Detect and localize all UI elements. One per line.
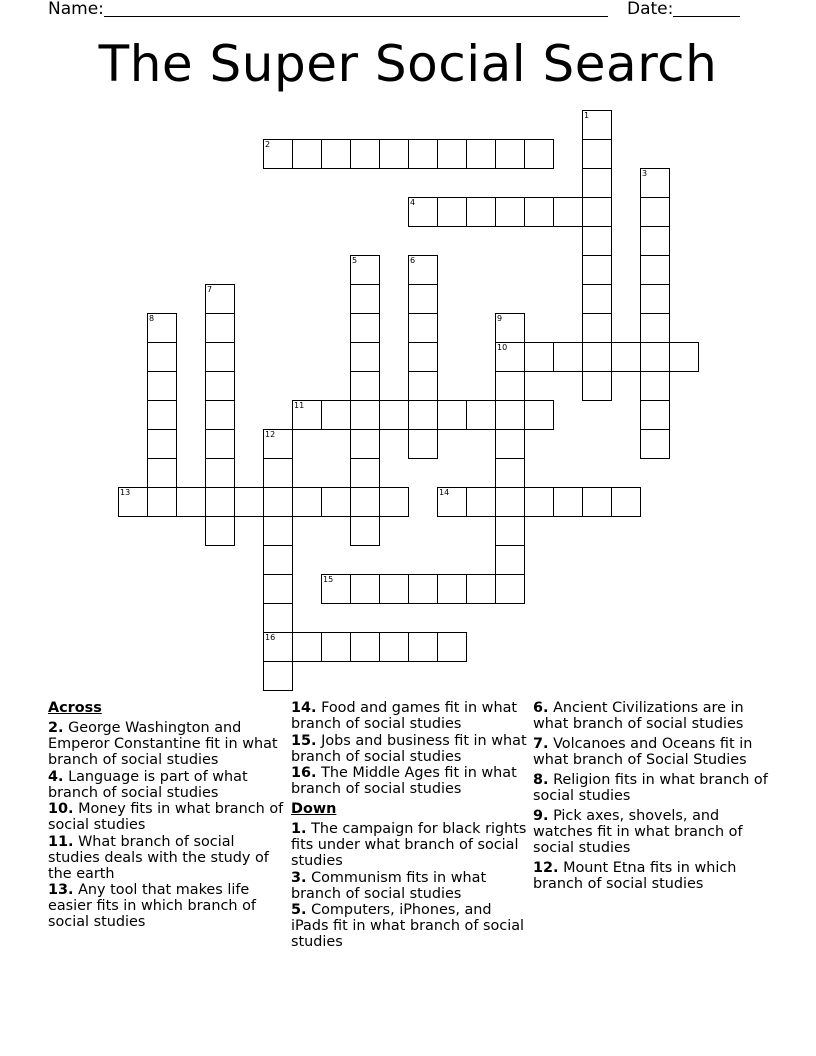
crossword-cell[interactable] [408,284,438,314]
clue-text: Religion fits in what branch of social studies [533,772,768,804]
clue-number-9: 9 [497,314,503,323]
crossword-cell[interactable] [321,139,351,169]
clue-across-4 [48,769,288,801]
crossword-cell[interactable] [495,574,525,604]
crossword-cell[interactable] [321,632,351,662]
clue-number: 4. [48,768,64,785]
clue-number: 7. [533,736,549,752]
clue-text: Money fits in what branch of social studies [48,801,284,833]
crossword-cell[interactable] [292,632,322,662]
clue-across-14 [291,700,531,732]
crossword-cell[interactable] [350,284,380,314]
crossword-cell[interactable] [292,487,322,517]
clue-text: The Middle Ages fit in what branch of social studies [291,765,517,797]
clue-number-11: 11 [294,401,305,410]
crossword-cell[interactable] [350,516,380,546]
page-title: The Super Social Search [98,35,718,93]
clue-down-1 [291,821,531,869]
crossword-cell[interactable] [147,487,177,517]
crossword-cell[interactable] [350,632,380,662]
crossword-cell[interactable] [611,487,641,517]
crossword-cell[interactable] [495,139,525,169]
clue-across-16 [291,765,531,797]
crossword-cell[interactable] [321,400,351,430]
clue-number-14: 14 [439,488,450,497]
crossword-cell[interactable] [408,400,438,430]
crossword-cell[interactable] [640,371,670,401]
clue-number: 11. [48,833,74,850]
crossword-cell[interactable] [205,313,235,343]
clue-number-12: 12 [265,430,276,439]
clue-text: What branch of social studies deals with the study of the earth [48,833,269,882]
crossword-cell[interactable] [379,400,409,430]
clue-down-9 [533,808,773,856]
crossword-cell[interactable] [234,487,264,517]
clue-number: 13. [48,882,74,898]
crossword-cell[interactable] [350,487,380,517]
crossword-cell[interactable] [205,458,235,488]
crossword-cell[interactable] [263,603,293,633]
crossword-cell[interactable] [553,487,583,517]
clue-across-11 [48,834,288,882]
clue-text: Pick axes, shovels, and watches fit in what branch of social studies [533,808,743,856]
crossword-cell[interactable] [495,458,525,488]
clue-text: Mount Etna fits in which branch of social studies [533,860,737,892]
crossword-cell[interactable] [321,487,351,517]
clues-column-2 [291,700,531,951]
crossword-cell[interactable] [379,632,409,662]
crossword-cell[interactable] [263,458,293,488]
crossword-cell[interactable] [437,574,467,604]
crossword-cell[interactable] [205,516,235,546]
crossword-cell[interactable] [205,400,235,430]
crossword-cell[interactable] [408,632,438,662]
crossword-cell[interactable] [582,197,612,227]
crossword-cell[interactable] [582,139,612,169]
clue-across-13 [48,882,288,930]
clue-text: Language is part of what branch of social studies [48,768,248,801]
crossword-cell[interactable] [524,342,554,372]
crossword-cell[interactable] [379,574,409,604]
crossword-cell[interactable] [466,400,496,430]
clue-across-2 [48,720,288,768]
down-heading: Down [291,801,337,817]
clue-number-7: 7 [207,285,213,294]
crossword-cell[interactable] [495,429,525,459]
crossword-cell[interactable] [611,342,641,372]
crossword-cell[interactable] [669,342,699,372]
clue-text: Jobs and business fit in what branch of social studies [291,732,527,765]
crossword-cell[interactable] [408,429,438,459]
clue-number: 16. [291,765,317,781]
crossword-cell[interactable] [147,371,177,401]
clues-column-3 [533,700,773,896]
clues-section [0,700,816,1040]
crossword-cell[interactable] [553,342,583,372]
clue-number-4: 4 [410,198,416,207]
clue-number-5: 5 [352,256,358,265]
crossword-cell[interactable] [408,574,438,604]
crossword-cell[interactable] [263,545,293,575]
clue-number: 1. [291,821,307,837]
clues-column-1 [48,700,288,931]
clue-number: 14. [291,700,317,716]
crossword-cell[interactable] [147,429,177,459]
clue-text: George Washington and Emperor Constantine fit in what branch of social studies [48,720,278,768]
crossword-cell[interactable] [437,632,467,662]
crossword-cell[interactable] [495,400,525,430]
crossword-cell[interactable] [437,197,467,227]
clue-across-10 [48,801,288,833]
crossword-cell[interactable] [466,574,496,604]
crossword-cell[interactable] [582,487,612,517]
clue-text: Computers, iPhones, and iPads fit in what branch of social studies [291,902,525,950]
clue-number-10: 10 [497,343,508,352]
crossword-cell[interactable] [350,574,380,604]
crossword-cell[interactable] [350,429,380,459]
crossword-cell[interactable] [437,139,467,169]
crossword-cell[interactable] [263,661,293,691]
crossword-cell[interactable] [408,139,438,169]
crossword-cell[interactable] [640,342,670,372]
clue-across-15 [291,733,531,765]
clue-down-7 [533,736,773,768]
crossword-cell[interactable] [582,284,612,314]
crossword-cell[interactable] [495,197,525,227]
clue-number: 10. [48,801,74,817]
clue-number-8: 8 [149,314,155,323]
clue-number-6: 6 [410,256,416,265]
crossword-cell[interactable] [147,342,177,372]
crossword-cell[interactable] [350,458,380,488]
crossword-cell[interactable] [350,139,380,169]
crossword-cell[interactable] [524,400,554,430]
clue-text: The campaign for black rights fits under what branch of social studies [291,821,527,869]
crossword-cell[interactable] [524,197,554,227]
crossword-cell[interactable] [263,487,293,517]
date-label: Date: [627,0,674,19]
clue-number: 8. [533,772,549,788]
name-label: Name: [48,0,104,19]
crossword-cell[interactable] [205,487,235,517]
crossword-cell[interactable] [350,342,380,372]
crossword-cell[interactable] [263,516,293,546]
clue-number-16: 16 [265,633,276,642]
crossword-cell[interactable] [408,342,438,372]
crossword-cell[interactable] [495,487,525,517]
crossword-cell[interactable] [524,139,554,169]
crossword-cell[interactable] [263,574,293,604]
crossword-cell[interactable] [379,139,409,169]
crossword-cell[interactable] [379,487,409,517]
clue-down-6 [533,700,773,732]
crossword-cell[interactable] [350,400,380,430]
crossword-cell[interactable] [582,255,612,285]
crossword-cell[interactable] [292,139,322,169]
clue-number: 15. [291,732,317,749]
clue-number: 2. [48,720,64,736]
crossword-cell[interactable] [176,487,206,517]
crossword-cell[interactable] [437,400,467,430]
crossword-cell[interactable] [582,226,612,256]
crossword-cell[interactable] [205,342,235,372]
clue-number: 6. [533,700,549,716]
clue-text: Food and games fit in what branch of social studies [291,700,518,732]
crossword-cell[interactable] [640,197,670,227]
crossword-cell[interactable] [350,313,380,343]
clue-number-3: 3 [642,169,648,178]
clue-text: Any tool that makes life easier fits in which branch of social studies [48,882,256,930]
crossword-cell[interactable] [495,371,525,401]
crossword-cell[interactable] [408,313,438,343]
crossword-cell[interactable] [350,371,380,401]
clue-down-3 [291,870,531,902]
crossword-cell[interactable] [582,371,612,401]
crossword-cell[interactable] [553,197,583,227]
crossword-cell[interactable] [408,371,438,401]
crossword-cell[interactable] [582,313,612,343]
clue-down-12 [533,860,773,892]
crossword-cell[interactable] [466,197,496,227]
clue-number-1: 1 [584,111,590,120]
crossword-cell[interactable] [205,371,235,401]
clue-text: Volcanoes and Oceans fit in what branch of Social Studies [533,736,753,768]
crossword-cell[interactable] [640,429,670,459]
clue-number: 9. [533,808,549,824]
crossword-cell[interactable] [147,458,177,488]
crossword-cell[interactable] [640,255,670,285]
crossword-cell[interactable] [524,487,554,517]
clue-down-8 [533,772,773,804]
clue-down-5 [291,902,531,950]
clue-number: 3. [291,869,307,886]
crossword-cell[interactable] [582,168,612,198]
clue-text: Communism fits in what branch of social studies [291,869,487,902]
across-heading: Across [48,700,102,716]
crossword-cell[interactable] [640,284,670,314]
crossword-cell[interactable] [582,342,612,372]
crossword-cell[interactable] [640,226,670,256]
clue-text: Ancient Civilizations are in what branch of social studies [533,700,744,732]
crossword-cell[interactable] [640,313,670,343]
clue-number-2: 2 [265,140,271,149]
crossword-cell[interactable] [640,400,670,430]
crossword-cell[interactable] [495,545,525,575]
clue-number-15: 15 [323,575,334,584]
clue-number-13: 13 [120,488,131,497]
clue-number: 12. [533,860,559,876]
crossword-cell[interactable] [466,487,496,517]
crossword-cell[interactable] [205,429,235,459]
crossword-cell[interactable] [466,139,496,169]
clue-number: 5. [291,902,307,918]
crossword-cell[interactable] [495,516,525,546]
crossword-cell[interactable] [147,400,177,430]
